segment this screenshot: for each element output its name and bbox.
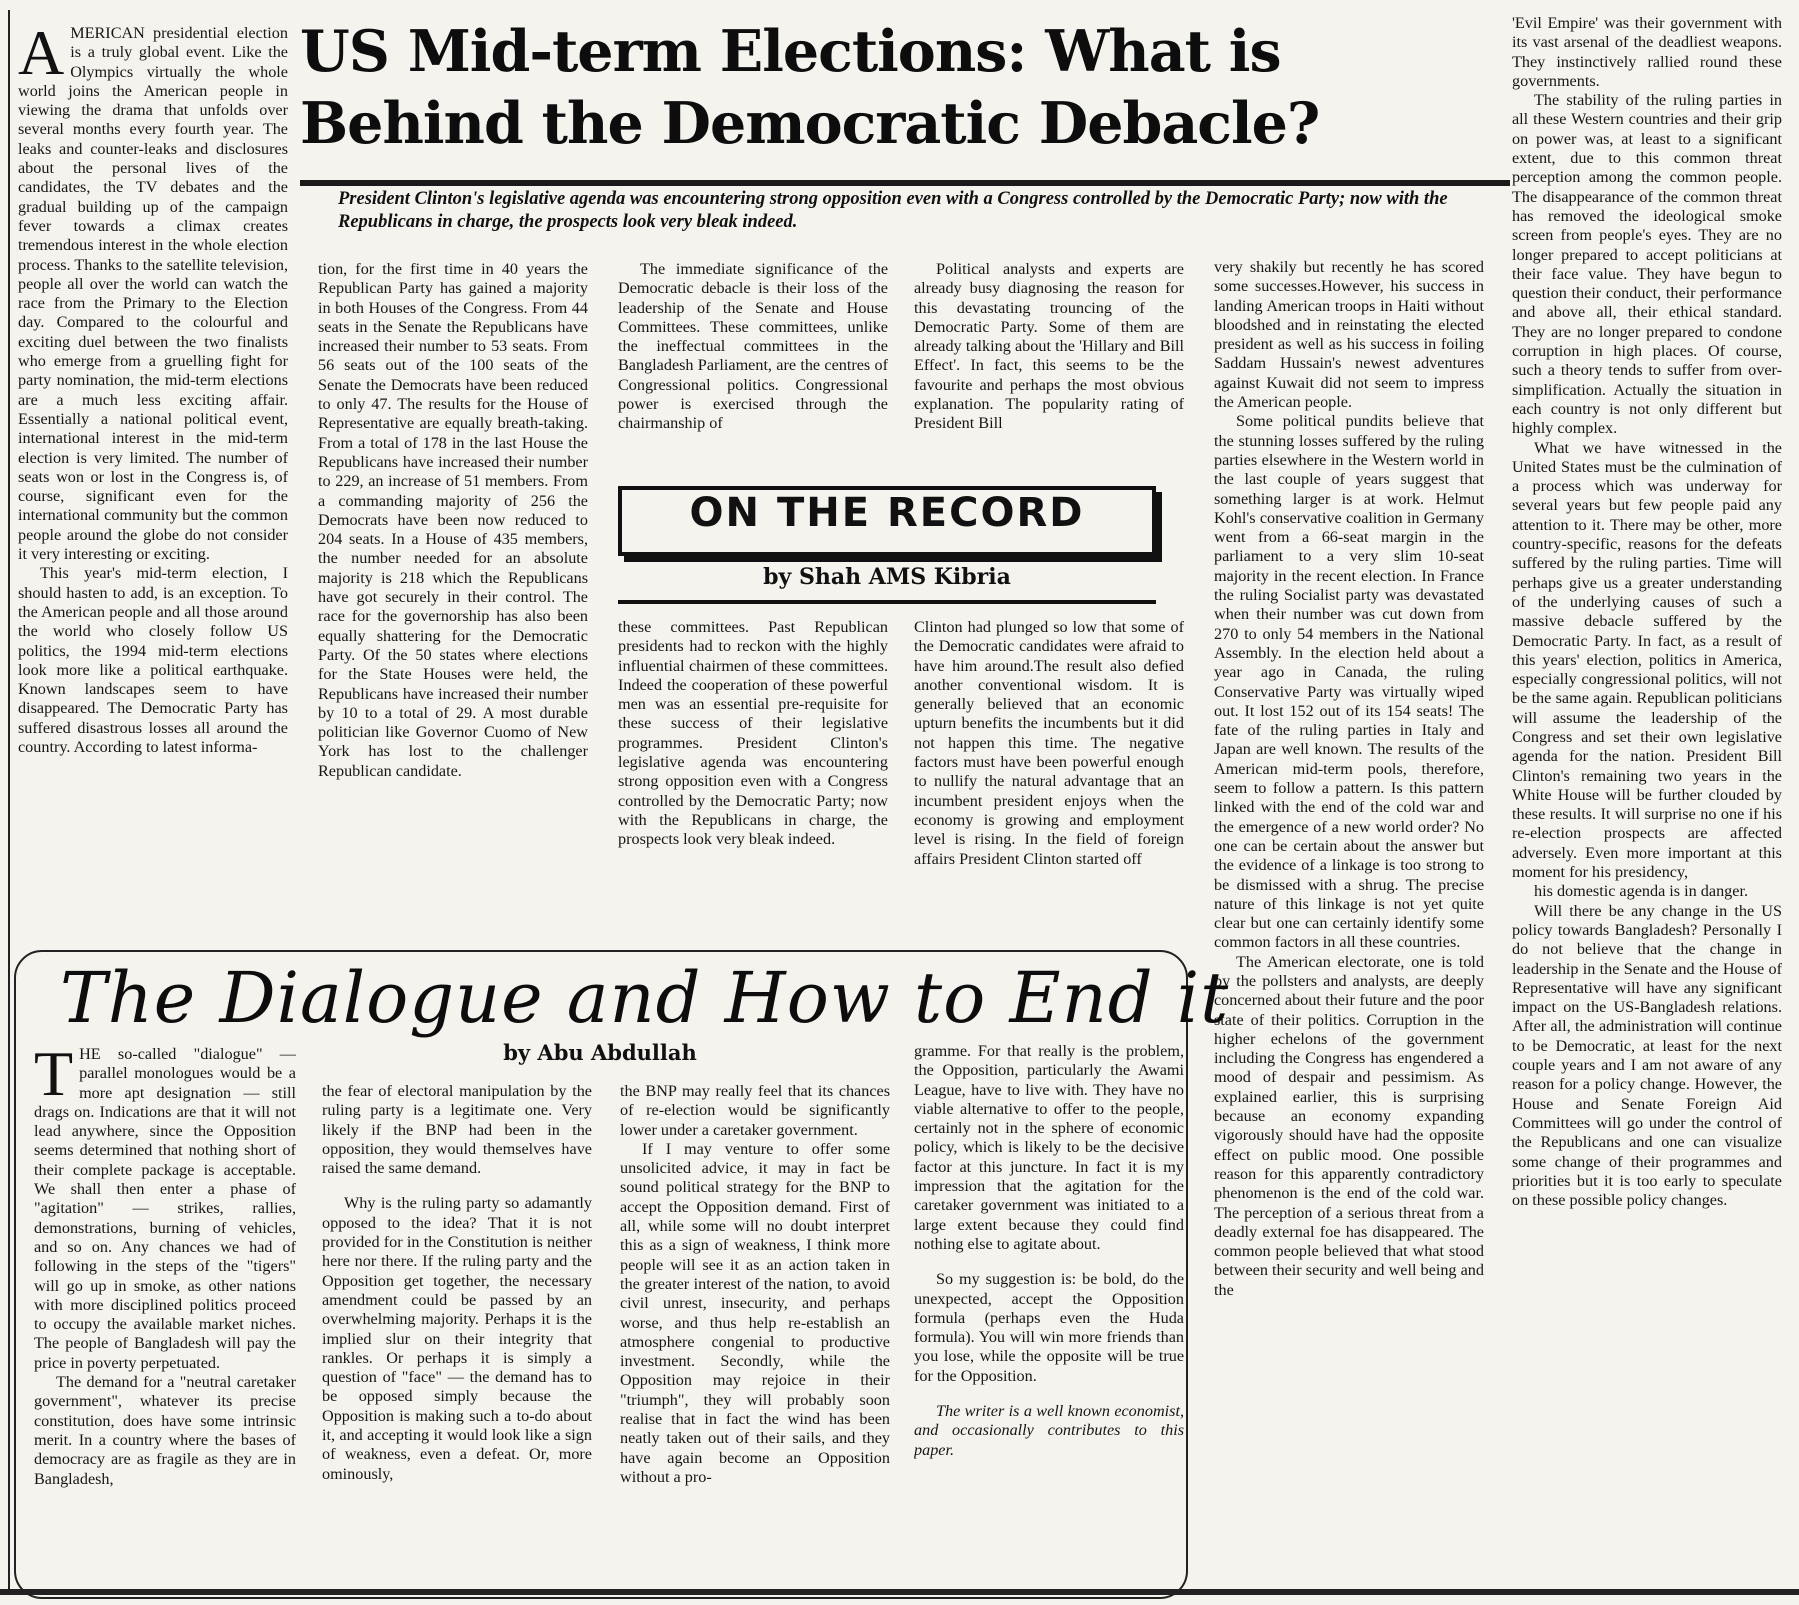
main-col-4-bottom [914, 618, 1184, 943]
main-col-2 [318, 260, 588, 940]
left-column-rule [8, 10, 10, 1595]
dialogue-col-3 [620, 1082, 890, 1587]
main-col5-para-1: very shakily but recently he has scored some successes.However, his success in landing American troops in Haiti without bloodshed and in reinstating the elected president as well as his success in foiling Saddam Hussain's newest adventures against Kuwait did not seem to impress the American people. [1214, 258, 1484, 412]
headline-line-1: US Mid-term Elections: What is [300, 18, 1281, 85]
dialogue-col4-para-2: So my suggestion is: be bold, do the unexpected, accept the Opposition formula (perhaps even the Huda formula). You will win more friends than you lose, while the opposite will be true for the Opposition. [914, 1270, 1184, 1385]
dialogue-col-4 [914, 1042, 1184, 1587]
dialogue-col-2 [322, 1082, 592, 1587]
main-col-3-top [618, 260, 888, 470]
main-col-5 [1214, 258, 1484, 1588]
dialogue-col1-para-2: The demand for a "neutral caretaker government", whatever its precise constitution, does have some intrinsic merit. In a country where the bases of democracy are as fragile as they are in Bangladesh, [34, 1373, 296, 1488]
main-col6-para-3: What we have witnessed in the United States must be the culmination of a process which was underway for several years but few people paid any attention to it. There may be other, more country-specific, reasons for the defeats suffered by the ruling parties. Time will perhaps give us a greater understanding of the underlying causes of such a massive debacle suffered by the Democratic Party. In fact, as a result of this years' election, politics in America, especially congressional politics, will not be the same again. Republican politicians will assume the leadership of the Congress and set their own legislative agenda for the nation. President Bill Clinton's remaining two years in the White House will be further clouded by these results. It will surprise no one if his re-election prospects are affected adversely. Even more important at this moment for his presidency, [1512, 438, 1782, 882]
dialogue-writer-note: The writer is a well known economist, and occasionally contributes to this paper. [914, 1402, 1184, 1459]
main-col1-para-2: This year's mid-term election, I should hasten to add, is an exception. To the American people and all those around the world who closely follow US politics, the 1994 mid-term elections look more like a political earthquake. Known landscapes seem to have disappeared. The Democratic Party has suffered disastrous losses all around the country. According to latest informa- [18, 564, 288, 756]
dialogue-col2-para-1: the fear of electoral manipulation by the ruling party is a legitimate one. Very likely if the BNP had been in the opposition, they would themselves have raised the same demand. [322, 1082, 592, 1178]
main-col5-para-2: Some political pundits believe that the stunning losses suffered by the ruling parties elsewhere in the Western world in the last couple of years suggest that something larger is at work. Helmut Kohl's conservative coalition in Germany went from a 66-seat margin in the parliament to a very slim 10-seat majority in the recent election. In France the ruling Socialist party was devastated when their number was cut down from 270 to only 54 members in the National Assembly. In the election held about a year ago in Canada, the ruling Conservative Party was virtually wiped out. It lost 152 out of its 154 seats! The fate of the ruling parties in Italy and Japan are well known. The results of the American mid-term pools, therefore, seem to follow a pattern. Is this pattern linked with the end of the cold war and the emergence of a new world order? No one can be certain about the answer but the evidence of a linkage is too strong to be dismissed with a shrug. The precise nature of this linkage is not yet quite clear but one can certainly identify some common factors in all these countries. [1214, 412, 1484, 952]
on-the-record-byline: by Shah AMS Kibria [763, 564, 1011, 590]
headline-line-2: Behind the Democratic Debacle? [300, 90, 1320, 157]
main-dropcap: A [18, 24, 65, 88]
main-col3-bottom-text: these committees. Past Republican presidents had to reckon with the highly influential chairmen of these committees. Indeed the cooperation of these powerful men was an essential pre-requisite for these success of their legislative programmes. President Clinton's legislative agenda was encountering strong opposition even with a Congress controlled by the Democratic Party; now with the Republicans in charge, the prospects look very bleak indeed. [618, 618, 888, 849]
main-col-4-top [914, 260, 1184, 470]
main-col6-para-1: 'Evil Empire' was their government with its vast arsenal of the deadliest weapons. They instinctively rallied round these governments. [1512, 14, 1782, 90]
main-col6-para-2: The stability of the ruling parties in all these Western countries and their grip on power was, at least to a significant extent, due to this common threat perception among the common people. The disappearance of the common threat has removed the ideological smoke screen from people's eyes. They are no longer prepared to accept politicians at their face value. They have begun to question their conduct, their performance and above all, their ethical standard. They are no longer prepared to condone corruption in high places. Of course, such a theory tends to suffer from over-simplification. Actually the situation in each country is not only different but highly complex. [1512, 91, 1782, 438]
main-col6-para-5: Will there be any change in the US policy towards Bangladesh? Personally I do not believe that the change in leadership in the Senate and the House of Representative will have any significant impact on the US-Bangladesh relations. After all, the administration will continue to be Democratic, at least for the next couple years and I am not aware of any reason for a policy change. However, the House and Senate Foreign Aid Committees will go under the control of the Republicans and one can visualize some change of their programmes and priorities but it is too early to speculate on these possible policy changes. [1512, 901, 1782, 1210]
dialogue-col3-para-1: the BNP may really feel that its chances of re-election would be significantly lower under a caretaker government. [620, 1082, 890, 1139]
dialogue-col-1 [34, 1045, 296, 1585]
dialogue-col4-para-1: gramme. For that really is the problem, the Opposition, particularly the Awami League, have to live with. They have no viable alternative to offer to the people, certainly not in the sphere of economic policy, which is likely to be the decisive factor at this juncture. In fact it is my impression that the agitation for the caretaker government was initiated to a large extent because they could find nothing else to agitate about. [914, 1042, 1184, 1253]
main-col6-para-4: his domestic agenda is in danger. [1534, 882, 1748, 901]
bottom-rule [0, 1589, 1799, 1595]
headline-rule [300, 180, 1510, 186]
on-the-record-box [618, 486, 1156, 614]
main-deck: President Clinton's legislative agenda was encountering strong opposition even with a Congress controlled by the Democratic Party; now with the Republicans in charge, the prospects look very bleak indeed. [338, 189, 1448, 232]
main-col4-bottom-text: Clinton had plunged so low that some of the Democratic candidates were afraid to have him around.The result also defied another conventional wisdom. It is generally believed that an economic upturn benefits the incumbents but it did not happen this time. The negative factors must have been powerful enough to nullify the natural advantage that an incumbent president enjoys when the economy is growing and employment level is rising. In the field of foreign affairs President Clinton started off [914, 618, 1184, 868]
dialogue-title: The Dialogue and How to End it [60, 957, 1230, 1039]
main-col-1 [18, 24, 288, 944]
dialogue-col2-para-2: Why is the ruling party so adamantly opposed to the idea? That it is not provided for in the Constitution is neither here nor there. If the ruling party and the Opposition get together, the necessary amendment could be passed by an overwhelming majority. Perhaps it is the implied slur on their integrity that rankles. Or perhaps it is simply a question of "face" — the demand has to be opposed simply because the Opposition is making such a to-do about it, and accepting it would look like a sign of weakness, even a defeat. Or, more ominously, [322, 1194, 592, 1483]
on-the-record-rule [618, 600, 1156, 604]
main-col1-para-1: MERICAN presidential election is a truly global event. Like the Olympics virtually the whole world joins the American people in viewing the drama that unfolds over several months every fourth year. The leaks and counter-leaks and disclosures about the personal lives of the candidates, the TV debates and the gradual building up of the campaign fever towards a climax creates tremendous interest in the whole election process. Thanks to the satellite television, people all over the world can watch the race from the Primary to the Election day. Compared to the colourful and exciting duel between the two finalists who emerge from a gruelling fight for party nomination, the mid-term elections are a much less exciting affair. Essentially a national political event, international interest in the mid-term election is very limited. The number of seats won or lost in the Congress is, of course, significant even for the international community but the common people around the globe do not consider it very interesting or exciting. [18, 24, 288, 564]
main-col-6 [1512, 14, 1782, 1590]
dialogue-dropcap: T [34, 1045, 74, 1109]
main-col-3-bottom [618, 618, 888, 943]
main-col3-top-text: The immediate significance of the Democratic debacle is their loss of the leadership of the Senate and House Committees. These committees, unlike the ineffectual committees in the Bangladesh Parliament, are the centres of Congressional politics. Congressional power is exercised through the chairmanship of [618, 260, 888, 433]
main-headline [300, 16, 1500, 160]
on-the-record-title: ON THE RECORD [689, 490, 1085, 536]
main-col5-para-3: The American electorate, one is told by the pollsters and analysts, are deeply concerned about their future and the poor state of their politics. Corruption in the higher echelons of the government including the Congress has engendered a mood of despair and pessimism. As explained earlier, this is surprising because an economy expanding vigorously should have had the opposite effect on public mood. One possible reason for this apparently contradictory phenomenon is the end of the cold war. The perception of a serious threat from a deadly external foe has disappeared. The common people believed that what stood between their security and well being and the [1214, 952, 1484, 1299]
dialogue-col1-para-1: HE so-called "dialogue" — parallel monologues would be a more apt designation — still drags on. Indications are that it will not lead anywhere, since the Opposition seems determined that nothing short of their complete package is acceptable. We shall then enter a phase of "agitation" — strikes, rallies, demonstrations, burning of vehicles, and so on. Any chances we had of following in the steps of the "tigers" will go up in smoke, as other nations with more disciplined politics proceed to occupy the available market niches. The people of Bangladesh will pay the price in poverty perpetuated. [34, 1045, 296, 1372]
main-col2-text: tion, for the first time in 40 years the Republican Party has gained a majority in both Houses of the Congress. From 44 seats in the Senate the Republicans have increased their number to 53 seats. From 56 seats out of the 100 seats of the Senate the Democrats have been reduced to only 47. The results for the House of Representative are equally breath-taking. From a total of 178 in the last House the Republicans have increased their number to 229, an increase of 51 members. From a commanding majority of 256 the Democrats have been now reduced to 204 seats. In a House of 435 members, the number needed for an absolute majority is 218 which the Republicans have got securely in their control. The race for the governorship has also been equally shattering for the Democratic Party. Of the 50 states where elections for the State Houses were held, the Republicans have increased their number by 10 to a total of 29. A most durable politician like Governor Cuomo of New York has lost to the challenger Republican candidate. [318, 260, 588, 780]
dialogue-col3-para-2: If I may venture to offer some unsolicited advice, it may in fact be sound political strategy for the BNP to accept the Opposition demand. First of all, while some will no doubt interpret this as a sign of weakness, I think more people will see it as an action taken in the greater interest of the nation, to avoid civil unrest, insecurity, and perhaps worse, and thus help re-establish an atmosphere congenial to productive investment. Secondly, while the Opposition may rejoice in their "triumph", they will probably soon realise that in fact the wind has been neatly taken out of their sails, and they have again become an Opposition without a pro- [620, 1139, 890, 1486]
dialogue-byline: by Abu Abdullah [503, 1040, 697, 1065]
main-col4-top-text: Political analysts and experts are already busy diagnosing the reason for this devastating trouncing of the Democratic Party. Some of them are already talking about the 'Hillary and Bill Effect'. In fact, this seems to be the favourite and perhaps the most obvious explanation. The popularity rating of President Bill [914, 260, 1184, 433]
